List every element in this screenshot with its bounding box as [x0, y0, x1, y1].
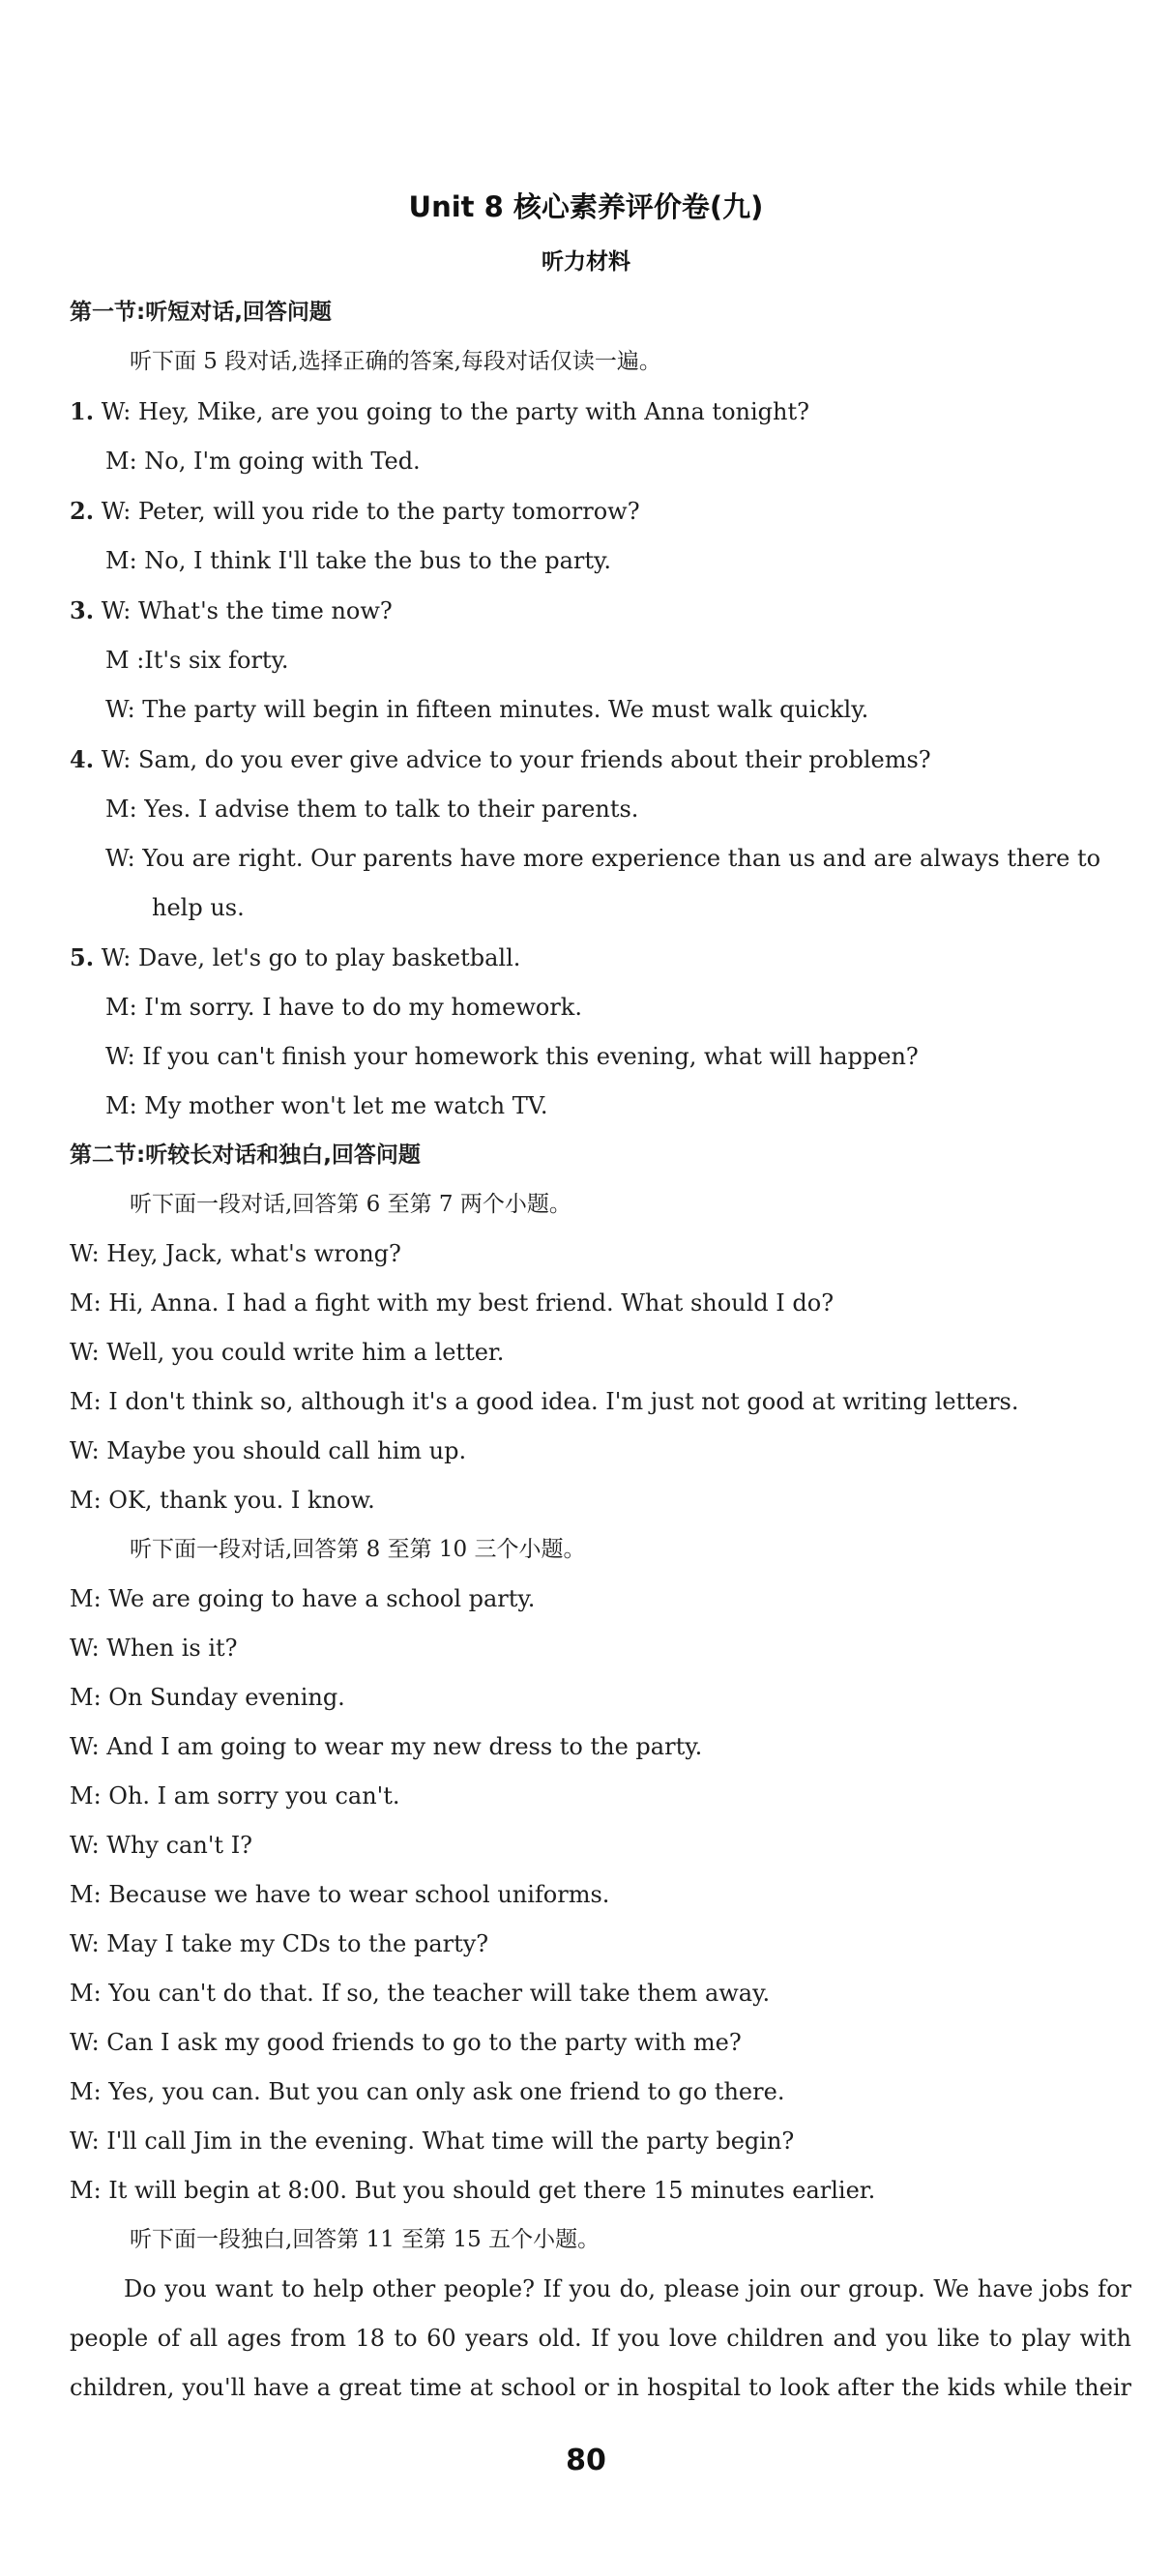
dialogue-line: W: Why can't I? — [70, 1832, 253, 1859]
dialogue-line — [70, 785, 1131, 834]
dialogue-text: W: You are right. Our parents have more experience than us and are always there to — [105, 845, 1101, 872]
dialogue-text: M: I'm sorry. I have to do my homework. — [105, 994, 582, 1021]
section2-instruction-2: 听下面一段对话,回答第 8 至第 10 三个小题。 — [130, 1537, 586, 1562]
dialogue-line: M: Because we have to wear school uniforms. — [70, 1881, 610, 1908]
monologue-line: people of all ages from 18 to 60 years old. If you love children and you like to play with — [70, 2325, 1131, 2352]
dialogue-line — [70, 437, 1131, 486]
page-subtitle: 听力材料 — [542, 249, 630, 275]
dialogue-line: W: Maybe you should call him up. — [70, 1437, 467, 1464]
dialogue-line — [70, 636, 1131, 685]
monologue-line: children, you'll have a great time at school or in hospital to look after the kids while their — [70, 2374, 1131, 2401]
dialogue-line: M: On Sunday evening. — [70, 1684, 345, 1711]
question-number: 5. — [70, 943, 95, 971]
section1-instruction: 听下面 5 段对话,选择正确的答案,每段对话仅读一遍。 — [130, 349, 661, 374]
dialogue-line — [70, 983, 1131, 1032]
dialogue-text: M: No, I'm going with Ted. — [105, 448, 421, 475]
dialogue-line: W: Hey, Jack, what's wrong? — [70, 1240, 401, 1267]
dialogue-line: M: Yes, you can. But you can only ask one friend to go there. — [70, 2078, 785, 2105]
dialogue-line — [70, 1082, 1131, 1131]
question-number: 4. — [70, 745, 95, 773]
question-number: 3. — [70, 596, 95, 624]
question-number: 1. — [70, 397, 95, 425]
dialogue-text: W: Sam, do you ever give advice to your friends about their problems? — [101, 746, 931, 773]
dialogue-text: M: Yes. I advise them to talk to their parents. — [105, 796, 639, 823]
dialogue-line: M: Oh. I am sorry you can't. — [70, 1782, 400, 1809]
monologue-line: Do you want to help other people? If you do, please join our group. We have jobs for — [124, 2275, 1131, 2302]
dialogue-text: help us. — [152, 894, 245, 921]
dialogue-line: W: And I am going to wear my new dress to the party. — [70, 1733, 703, 1760]
dialogue-line: M: It will begin at 8:00. But you should get there 15 minutes earlier. — [70, 2177, 876, 2204]
section2-instruction-3: 听下面一段独白,回答第 11 至第 15 五个小题。 — [130, 2227, 601, 2252]
dialogue-line — [70, 834, 1131, 883]
dialogue-line: M: I don't think so, although it's a good idea. I'm just not good at writing letters. — [70, 1388, 1019, 1415]
dialogue-line — [70, 883, 1131, 933]
page-title: Unit 8 核心素养评价卷(九) — [408, 190, 764, 223]
dialogue-line — [70, 536, 1131, 586]
dialogue-line — [70, 1032, 1131, 1082]
dialogue-line — [70, 586, 1131, 636]
dialogue-text: W: Dave, let's go to play basketball. — [101, 944, 521, 971]
dialogue-line: W: Can I ask my good friends to go to the party with me? — [70, 2029, 742, 2056]
dialogue-text: W: Peter, will you ride to the party tomorrow? — [101, 498, 640, 525]
document-body — [70, 288, 1131, 2413]
dialogue-line: M: OK, thank you. I know. — [70, 1487, 375, 1514]
dialogue-line: W: Well, you could write him a letter. — [70, 1339, 505, 1366]
dialogue-text: W: Hey, Mike, are you going to the party with Anna tonight? — [101, 398, 809, 425]
section2-instruction-1: 听下面一段对话,回答第 6 至第 7 两个小题。 — [130, 1192, 571, 1217]
dialogue-text: W: If you can't finish your homework this evening, what will happen? — [105, 1043, 919, 1070]
dialogue-line — [70, 933, 1131, 983]
dialogue-line: M: Hi, Anna. I had a fight with my best friend. What should I do? — [70, 1289, 835, 1317]
dialogue-line: M: You can't do that. If so, the teacher will take them away. — [70, 1980, 771, 2007]
dialogue-text: M: My mother won't let me watch TV. — [105, 1092, 548, 1119]
dialogue-line — [70, 486, 1131, 536]
dialogue-line: M: We are going to have a school party. — [70, 1585, 536, 1612]
dialogue-text: M :It's six forty. — [105, 647, 289, 674]
dialogue-line — [70, 685, 1131, 735]
section2-heading: 第二节:听较长对话和独白,回答问题 — [70, 1143, 421, 1168]
question-number: 2. — [70, 497, 95, 525]
dialogue-line — [70, 735, 1131, 785]
dialogue-line: W: When is it? — [70, 1635, 238, 1662]
dialogue-text: W: The party will begin in fifteen minutes. We must walk quickly. — [105, 696, 869, 723]
dialogue-line: W: I'll call Jim in the evening. What time will the party begin? — [70, 2127, 795, 2155]
section1-heading: 第一节:听短对话,回答问题 — [70, 300, 332, 325]
page-number: 80 — [566, 2444, 606, 2477]
dialogue-line — [70, 387, 1131, 437]
dialogue-text: W: What's the time now? — [101, 597, 393, 624]
dialogue-line: W: May I take my CDs to the party? — [70, 1930, 489, 1957]
dialogue-text: M: No, I think I'll take the bus to the party. — [105, 547, 612, 574]
